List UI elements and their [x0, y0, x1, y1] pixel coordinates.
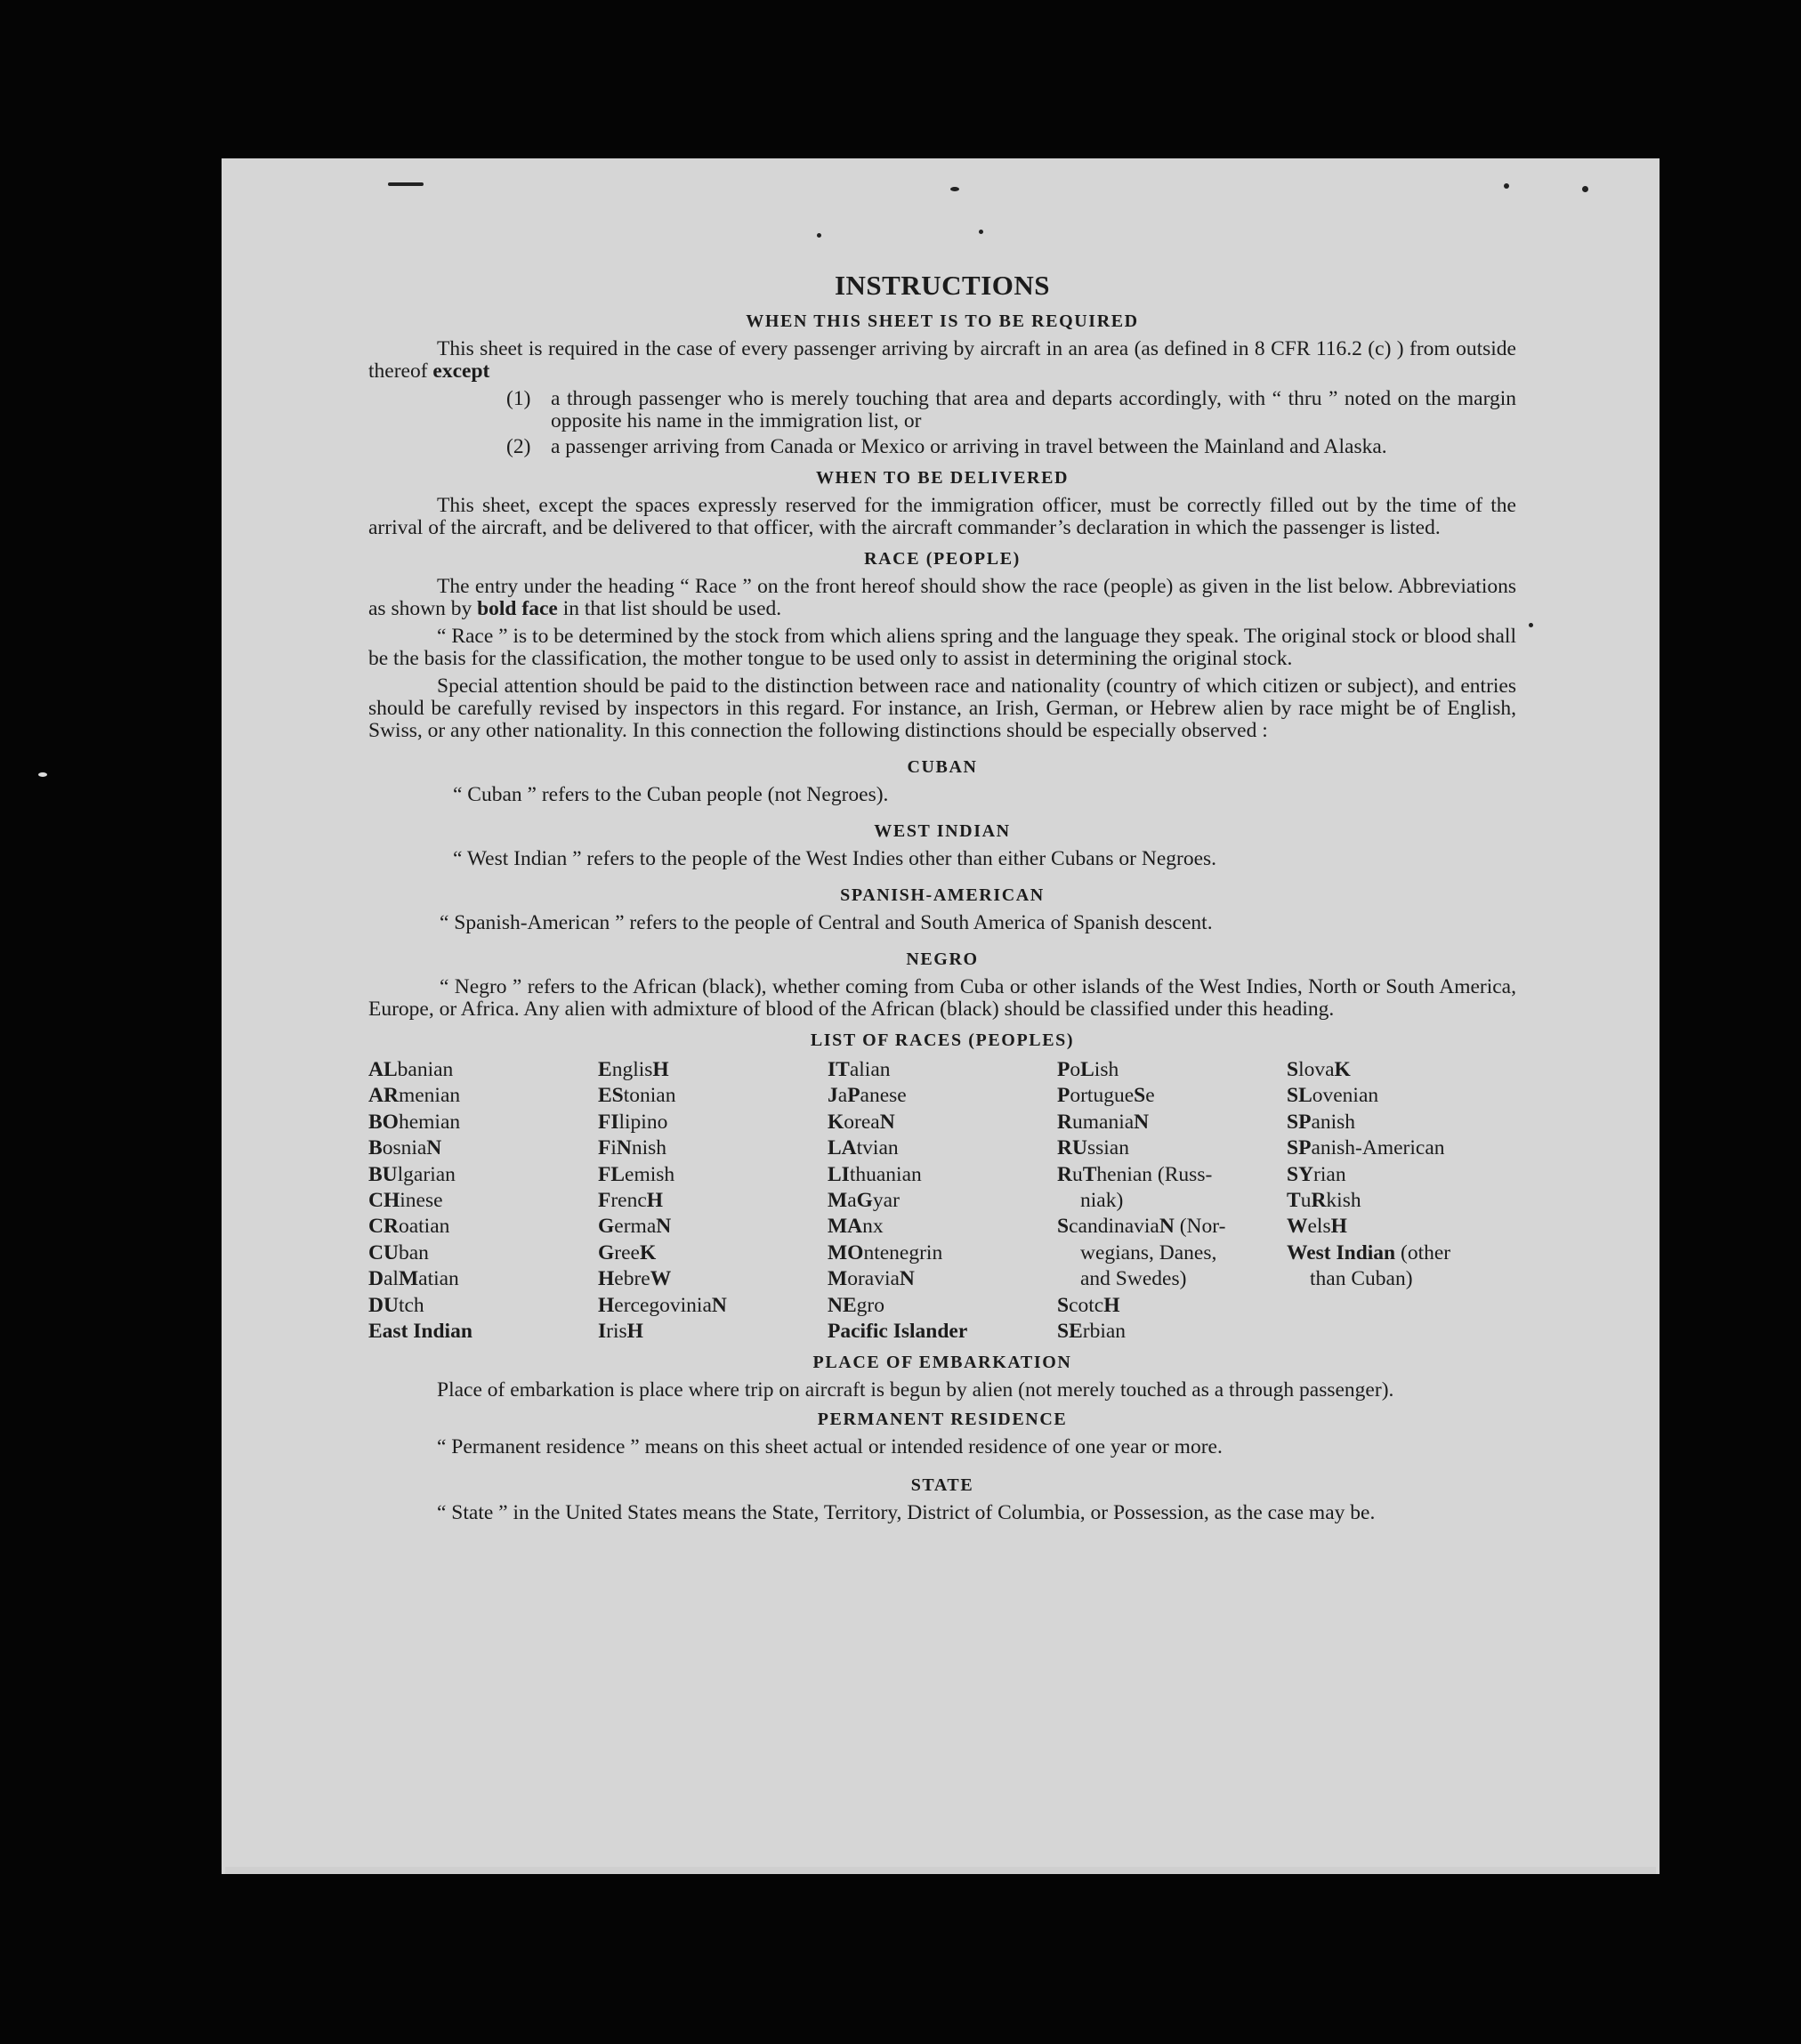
race-abbrev: H	[598, 1267, 615, 1291]
race-entry	[828, 1135, 1057, 1161]
race-entry	[828, 1083, 1057, 1109]
race-abbrev: G	[598, 1240, 615, 1264]
race-rest: osnia	[382, 1136, 427, 1160]
race-rest: i	[610, 1136, 617, 1160]
race-rest: yar	[872, 1189, 900, 1213]
race-rest: emish	[625, 1162, 675, 1186]
race-entry	[368, 1135, 598, 1161]
race-entry	[598, 1135, 828, 1161]
race-abbrev: H	[1330, 1215, 1347, 1239]
race-abbrev: I	[598, 1320, 607, 1344]
race-abbrev: East Indian	[368, 1320, 472, 1344]
delivered-text: This sheet, except the spaces expressly reserved for the immigration officer, must be correctly filled out by the time of the arrival of the aircraft, and be delivered to that officer, with the aircraft commander’s declaration in which the passenger is listed.	[368, 494, 1516, 539]
race-abbrev: LA	[828, 1136, 857, 1160]
race-abbrev: T	[1287, 1189, 1301, 1213]
race-rest: lova	[1298, 1058, 1335, 1081]
race-rest: atian	[418, 1267, 459, 1291]
race-rest: tonian	[623, 1084, 676, 1108]
race-rest: anish	[1311, 1110, 1356, 1134]
race-abbrev: N	[656, 1215, 672, 1239]
race-abbrev: ES	[598, 1084, 624, 1108]
race-rest: al	[383, 1267, 399, 1291]
scan-mark	[1529, 623, 1533, 627]
race-rest: cotc	[1069, 1293, 1104, 1317]
race-entry	[1287, 1135, 1516, 1161]
item-number: (1)	[506, 387, 531, 410]
scan-mark	[817, 233, 821, 238]
race-abbrev: R	[1057, 1110, 1072, 1134]
race-abbrev: K	[639, 1240, 657, 1264]
race-abbrev: R	[1057, 1162, 1072, 1186]
race-abbrev: H	[646, 1189, 664, 1213]
race-abbrev: AL	[368, 1058, 398, 1081]
race-entry-continued: than Cuban)	[1310, 1267, 1413, 1291]
races-list	[368, 1057, 1516, 1345]
race-abbrev: N	[711, 1293, 727, 1317]
race-abbrev: IT	[828, 1058, 850, 1081]
race-rest: rian	[1313, 1162, 1346, 1186]
heading-spanish-american: SPANISH-AMERICAN	[840, 885, 1045, 905]
race-abbrev: D	[368, 1267, 384, 1291]
race-abbrev: SE	[1057, 1320, 1083, 1344]
scan-mark	[388, 182, 424, 186]
race-rest: a	[847, 1189, 857, 1213]
race-entry-continued: wegians, Danes,	[1080, 1240, 1217, 1264]
west-indian-text: “ West Indian ” refers to the people of the West Indies other than either Cubans or Negroes.	[453, 847, 1217, 870]
race-entry	[1287, 1083, 1516, 1109]
heading-residence: PERMANENT RESIDENCE	[817, 1410, 1068, 1430]
race-abbrev: DU	[368, 1293, 399, 1317]
race-abbrev: NE	[828, 1293, 857, 1317]
race-entry	[598, 1162, 828, 1188]
race-abbrev: K	[1334, 1058, 1351, 1081]
race-p1-bold: bold face	[477, 597, 558, 620]
race-entry	[368, 1266, 598, 1292]
race-abbrev: R	[1311, 1189, 1327, 1213]
race-entry	[368, 1162, 598, 1188]
race-abbrev: West Indian	[1287, 1240, 1396, 1264]
race-rest: ercegovinia	[614, 1293, 712, 1317]
race-entry	[598, 1293, 828, 1319]
race-rest: orea	[844, 1110, 880, 1134]
scan-mark	[950, 187, 959, 191]
residence-text: “ Permanent residence ” means on this sheet actual or intended residence of one year or more.	[437, 1435, 1223, 1459]
race-entry	[1057, 1214, 1287, 1240]
race-rest: henian (Russ-	[1096, 1162, 1213, 1186]
race-entry	[1057, 1110, 1287, 1135]
race-rest: u	[1071, 1162, 1083, 1186]
heading-negro: NEGRO	[906, 949, 979, 969]
race-abbrev: S	[1134, 1084, 1146, 1108]
race-abbrev: E	[598, 1058, 612, 1081]
race-entry	[598, 1240, 828, 1266]
race-abbrev: N	[1134, 1110, 1150, 1134]
race-entry	[1057, 1057, 1287, 1083]
race-abbrev: N	[879, 1110, 895, 1134]
race-entry	[1287, 1110, 1516, 1135]
race-rest: banian	[397, 1058, 454, 1081]
heading-state: STATE	[910, 1475, 974, 1496]
race-paragraph-1	[368, 576, 1516, 620]
race-rest: inese	[400, 1189, 443, 1213]
heading-cuban: CUBAN	[907, 757, 978, 777]
race-rest: erma	[614, 1215, 657, 1239]
races-column	[1057, 1057, 1287, 1345]
race-abbrev: SP	[1287, 1136, 1312, 1160]
race-abbrev: N	[1159, 1215, 1175, 1239]
race-abbrev: CR	[368, 1215, 399, 1239]
race-rest: umania	[1071, 1110, 1135, 1134]
race-abbrev: L	[1080, 1058, 1094, 1081]
race-abbrev: F	[598, 1136, 611, 1160]
race-entry	[828, 1293, 1057, 1319]
race-entry	[1057, 1083, 1287, 1109]
race-abbrev: N	[616, 1136, 632, 1160]
race-entry	[1057, 1293, 1287, 1319]
race-entry	[828, 1057, 1057, 1083]
race-entry	[828, 1240, 1057, 1266]
race-entry-continued: and Swedes)	[1080, 1267, 1187, 1291]
race-abbrev: CH	[368, 1189, 400, 1213]
race-entry	[1287, 1057, 1516, 1083]
race-entry	[828, 1319, 1057, 1345]
item-number: (2)	[506, 435, 531, 458]
required-item-1	[506, 388, 1516, 432]
race-entry	[368, 1240, 598, 1266]
race-abbrev: CU	[368, 1240, 399, 1264]
race-rest: u	[1300, 1189, 1312, 1213]
race-abbrev: LI	[828, 1162, 850, 1186]
heading-required: WHEN THIS SHEET IS TO BE REQUIRED	[746, 311, 1139, 331]
race-entry	[1287, 1162, 1516, 1188]
race-entry	[598, 1083, 828, 1109]
race-abbrev: H	[626, 1320, 643, 1344]
negro-text: “ Negro ” refers to the African (black), whether coming from Cuba or other islands of the West Indies, North or South America, Europe, or Africa. Any alien with admixture of blood of the African (black) should be classified under this heading.	[368, 975, 1516, 1021]
race-abbrev: M	[398, 1267, 419, 1291]
race-rest: thuanian	[849, 1162, 922, 1186]
race-abbrev: Pacific Islander	[828, 1320, 968, 1344]
state-text: “ State ” in the United States means the State, Territory, District of Columbia, or Possession, as the case may be.	[437, 1501, 1376, 1525]
race-abbrev: BO	[368, 1110, 399, 1134]
race-entry	[1057, 1162, 1287, 1188]
race-abbrev: FI	[598, 1110, 619, 1134]
race-rest: ovenian	[1312, 1084, 1379, 1108]
race-abbrev: M	[828, 1267, 848, 1291]
race-rest: ssian	[1086, 1136, 1129, 1160]
race-abbrev: SL	[1287, 1084, 1312, 1108]
race-entry	[368, 1057, 598, 1083]
race-entry	[1057, 1135, 1287, 1161]
race-abbrev: W	[650, 1267, 672, 1291]
page-title: INSTRUCTIONS	[834, 270, 1050, 301]
race-rest: ntenegrin	[863, 1240, 943, 1264]
race-rest: nish	[631, 1136, 667, 1160]
heading-race: RACE (PEOPLE)	[864, 549, 1021, 569]
race-p1-a: The entry under the heading “ Race ” on the front hereof should show the race (people) as given in the list below. Abbreviations as shown by	[368, 575, 1516, 620]
race-abbrev: F	[598, 1189, 611, 1213]
race-abbrev: AR	[368, 1084, 399, 1108]
race-entry	[598, 1057, 828, 1083]
race-entry	[368, 1319, 598, 1345]
race-rest: oravia	[847, 1267, 900, 1291]
race-rest: (other	[1395, 1240, 1451, 1264]
race-entry	[1287, 1188, 1516, 1214]
race-abbrev: H	[1103, 1293, 1120, 1317]
required-intro-except: except	[432, 360, 490, 383]
race-rest: alian	[849, 1058, 891, 1081]
race-entry	[368, 1110, 598, 1135]
race-rest: oatian	[398, 1215, 450, 1239]
race-entry	[1287, 1214, 1516, 1240]
race-entry	[598, 1214, 828, 1240]
race-abbrev: T	[1082, 1162, 1097, 1186]
race-entry	[1057, 1319, 1287, 1345]
race-abbrev: SY	[1287, 1162, 1314, 1186]
race-rest: o	[1070, 1058, 1081, 1081]
heading-races-list: LIST OF RACES (PEOPLES)	[810, 1030, 1075, 1050]
race-entry	[1287, 1240, 1516, 1266]
race-entry	[368, 1083, 598, 1109]
race-entry	[368, 1214, 598, 1240]
race-rest: menian	[398, 1084, 461, 1108]
race-rest: ris	[606, 1320, 627, 1344]
embarkation-text: Place of embarkation is place where trip on aircraft is begun by alien (not merely touched as a through passenger).	[437, 1378, 1394, 1402]
race-entry	[598, 1110, 828, 1135]
race-rest: els	[1307, 1215, 1331, 1239]
cuban-text: “ Cuban ” refers to the Cuban people (not Negroes).	[453, 783, 889, 806]
heading-embarkation: PLACE OF EMBARKATION	[812, 1353, 1072, 1373]
sheet-bottom-edge	[225, 1867, 1656, 1874]
heading-delivered: WHEN TO BE DELIVERED	[815, 468, 1070, 488]
race-entry	[828, 1188, 1057, 1214]
race-paragraph-3: Special attention should be paid to the distinction between race and nationality (country of which citizen or subject), and entries should be carefully revised by inspectors in this regard. For instance, an Irish, German, or Hebrew alien by race might be of English, Swiss, or any other nationality. In this connection the following distinctions should be especially observed :	[368, 675, 1516, 742]
item-text: a through passenger who is merely touching that area and departs accordingly, with “ thru ” noted on the margin opposite his name in the immigration list, or	[551, 387, 1516, 432]
document-sheet	[222, 158, 1660, 1874]
race-rest: ebre	[614, 1267, 650, 1291]
race-paragraph-2: “ Race ” is to be determined by the stock from which aliens spring and the language they speak. The original stock or blood shall be the basis for the classification, the mother tongue to be used only to assist in determining the original stock.	[368, 625, 1516, 670]
scan-mark	[979, 230, 983, 234]
race-entry	[828, 1266, 1057, 1292]
race-rest: ish	[1094, 1058, 1119, 1081]
race-rest: anese	[860, 1084, 907, 1108]
race-rest: e	[1145, 1084, 1155, 1108]
race-abbrev: W	[1287, 1215, 1308, 1239]
race-abbrev: RU	[1057, 1136, 1087, 1160]
race-abbrev: M	[828, 1189, 848, 1213]
race-rest: gro	[856, 1293, 884, 1317]
race-entry	[828, 1162, 1057, 1188]
scan-mark	[1504, 183, 1509, 189]
race-abbrev: MA	[828, 1215, 863, 1239]
heading-west-indian: WEST INDIAN	[874, 821, 1011, 841]
race-entry	[598, 1266, 828, 1292]
race-rest: anish-American	[1311, 1136, 1445, 1160]
race-abbrev: G	[598, 1215, 615, 1239]
race-entry	[368, 1188, 598, 1214]
race-abbrev: P	[1057, 1084, 1070, 1108]
race-abbrev: G	[856, 1189, 873, 1213]
race-abbrev: BU	[368, 1162, 398, 1186]
race-rest: tvian	[856, 1136, 899, 1160]
scan-mark	[38, 772, 47, 777]
race-rest: hemian	[398, 1110, 461, 1134]
race-rest: nx	[862, 1215, 884, 1239]
race-rest: lipino	[618, 1110, 668, 1134]
race-abbrev: P	[847, 1084, 860, 1108]
race-rest: nglis	[611, 1058, 653, 1081]
race-rest: a	[837, 1084, 848, 1108]
instructions-content	[368, 270, 1516, 1530]
spanish-american-text: “ Spanish-American ” refers to the people of Central and South America of Spanish descent.	[440, 911, 1213, 934]
required-item-2	[506, 436, 1516, 458]
race-abbrev: SP	[1287, 1110, 1312, 1134]
races-column	[1287, 1057, 1516, 1345]
race-abbrev: J	[828, 1084, 838, 1108]
race-rest: rbian	[1082, 1320, 1127, 1344]
race-rest: candinavia	[1069, 1215, 1159, 1239]
race-abbrev: MO	[828, 1240, 864, 1264]
race-abbrev: K	[828, 1110, 844, 1134]
race-entry	[598, 1319, 828, 1345]
races-column	[598, 1057, 828, 1345]
required-intro	[368, 338, 1516, 383]
race-rest: tch	[398, 1293, 424, 1317]
races-column	[828, 1057, 1057, 1345]
item-text: a passenger arriving from Canada or Mexico or arriving in travel between the Mainland and Alaska.	[551, 435, 1387, 458]
race-abbrev: FL	[598, 1162, 626, 1186]
race-entry	[368, 1293, 598, 1319]
race-abbrev: S	[1287, 1058, 1299, 1081]
race-abbrev: N	[426, 1136, 442, 1160]
race-rest: renc	[610, 1189, 647, 1213]
required-intro-text: This sheet is required in the case of every passenger arriving by aircraft in an area (as defined in 8 CFR 116.2 (c) ) from outside thereof	[368, 337, 1516, 383]
race-entry-continued: niak)	[1080, 1189, 1124, 1213]
race-abbrev: S	[1057, 1215, 1070, 1239]
race-abbrev: H	[598, 1293, 615, 1317]
race-rest: lgarian	[397, 1162, 456, 1186]
race-abbrev: P	[1057, 1058, 1070, 1081]
race-rest: (Nor-	[1174, 1215, 1226, 1239]
race-p1-c: in that list should be used.	[557, 597, 782, 620]
race-entry	[828, 1214, 1057, 1240]
scan-mark	[1582, 186, 1588, 192]
race-abbrev: B	[368, 1136, 383, 1160]
race-rest: ban	[398, 1240, 429, 1264]
race-entry	[598, 1188, 828, 1214]
races-column	[368, 1057, 598, 1345]
race-rest: ree	[614, 1240, 640, 1264]
race-entry	[828, 1110, 1057, 1135]
race-rest: kish	[1326, 1189, 1361, 1213]
race-abbrev: H	[652, 1058, 669, 1081]
race-rest: ortugue	[1070, 1084, 1135, 1108]
race-abbrev: N	[899, 1267, 915, 1291]
race-abbrev: S	[1057, 1293, 1070, 1317]
